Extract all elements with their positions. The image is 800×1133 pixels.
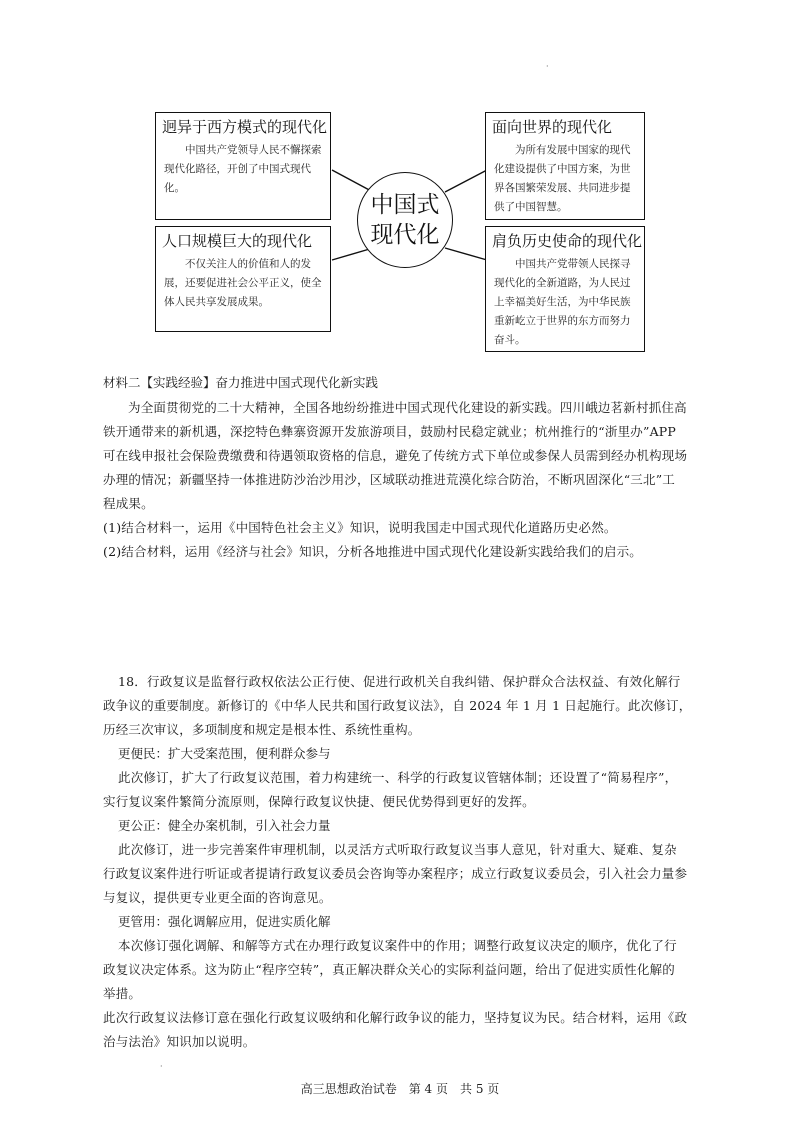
modernization-diagram [155, 112, 645, 352]
q18-intro-line: 18．行政复议是监督行政权依法公正行使、促进行政机关自我纠错、保护群众合法权益、有效化解行 [118, 674, 681, 689]
material2-heading: 材料二【实践经验】奋力推进中国式现代化新实践 [103, 375, 379, 390]
material2-line: 可在线申报社会保险费缴费和待遇领取资格的信息，避免了传统方式下单位或参保人员需到经办机构现场 [103, 448, 688, 463]
box-distinct-from-west [155, 112, 331, 220]
center-label: 中国式现代化 [370, 192, 440, 248]
section-line: 本次修订强化调解、和解等方式在办理行政复议案件中的作用；调整行政复议决定的顺序，优化了行 [118, 938, 677, 953]
material2-line: 为全面贯彻党的二十大精神，全国各地纷纷推进中国式现代化建设的新实践。四川峨边茗新村抓住高 [128, 400, 687, 415]
box-title: 迥异于西方模式的现代化 [162, 118, 328, 136]
question-17-1: (1)结合材料一，运用《中国特色社会主义》知识，说明我国走中国式现代化道路历史必然。 [103, 520, 617, 535]
box-title: 人口规模巨大的现代化 [162, 232, 313, 250]
box-body: 为所有发展中国家的现代化建设提供了中国方案，为世界各国繁荣发展、共同进步提供了中国智慧。 [494, 144, 631, 213]
box-historic-mission [485, 226, 645, 352]
q18-question-line: 此次行政复议法修订意在强化行政复议吸纳和化解行政争议的能力，坚持复议为民。结合材料，运用《政 [103, 1010, 688, 1025]
box-body: 中国共产党领导人民不懈探索现代化路径，开创了中国式现代化。 [164, 144, 322, 194]
material2-line: 铁开通带来的新机遇，深挖特色彝寨资源开发旅游项目，鼓励村民稳定就业；杭州推行的“浙里办”APP [103, 424, 677, 439]
box-title: 肩负历史使命的现代化 [492, 232, 643, 250]
material2-line: 办理的情况；新疆坚持一体推进防沙治沙用沙，区域联动推进荒漠化综合防治，不断巩固深化“三北”工 [103, 472, 675, 487]
q18-intro-line: 历经三次审议，多项制度和规定是根本性、系统性重构。 [103, 722, 421, 737]
center-circle [357, 172, 453, 268]
page-mark: · [546, 62, 549, 71]
box-huge-population [155, 226, 331, 332]
section-heading-fairness: 更公正：健全办案机制，引入社会力量 [118, 818, 331, 833]
q18-question-line: 治与法治》知识加以说明。 [103, 1034, 256, 1049]
page-mark: · [160, 1062, 163, 1071]
q18-intro-line: 政争议的重要制度。新修订的《中华人民共和国行政复议法》，自 2024 年 1 月 1 日起施行。此次修订， [103, 698, 692, 713]
box-body: 中国共产党带领人民探寻现代化的全新道路，为人民过上幸福美好生活，为中华民族重新屹立于世界的东方而努力奋斗。 [494, 258, 631, 346]
section-line: 行政复议案件进行听证或者提请行政复议委员会咨询等办案程序；成立行政复议委员会，引入社会力量参 [103, 866, 688, 881]
section-line: 此次修订，扩大了行政复议范围，着力构建统一、科学的行政复议管辖体制；还设置了“简易程序”， [118, 770, 678, 785]
section-line: 此次修订，进一步完善案件审理机制，以灵活方式听取行政复议当事人意见，针对重大、疑难、复杂 [118, 842, 677, 857]
section-line: 实行复议案件繁简分流原则，保障行政复议快捷、便民优势得到更好的发挥。 [103, 794, 535, 809]
page-footer: 高三思想政治试卷 第 4 页 共 5 页 [300, 1082, 500, 1096]
material2-line: 程成果。 [103, 496, 154, 511]
section-line: 政复议决定体系。这为防止“程序空转”，真正解决群众关心的实际利益问题，给出了促进实质性化解的 [103, 962, 675, 977]
question-17-2: (2)结合材料，运用《经济与社会》知识，分析各地推进中国式现代化建设新实践给我们的启示。 [103, 544, 643, 559]
box-body: 不仅关注人的价值和人的发展，还要促进社会公平正义，使全体人民共享发展成果。 [164, 258, 322, 308]
section-heading-convenience: 更便民：扩大受案范围，便利群众参与 [118, 746, 331, 761]
section-line: 举措。 [103, 986, 142, 1001]
section-line: 与复议，提供更专业更全面的咨询意见。 [103, 890, 332, 905]
box-world-facing [485, 112, 645, 220]
section-heading-effectiveness: 更管用：强化调解应用，促进实质化解 [118, 914, 331, 929]
box-title: 面向世界的现代化 [492, 118, 613, 136]
